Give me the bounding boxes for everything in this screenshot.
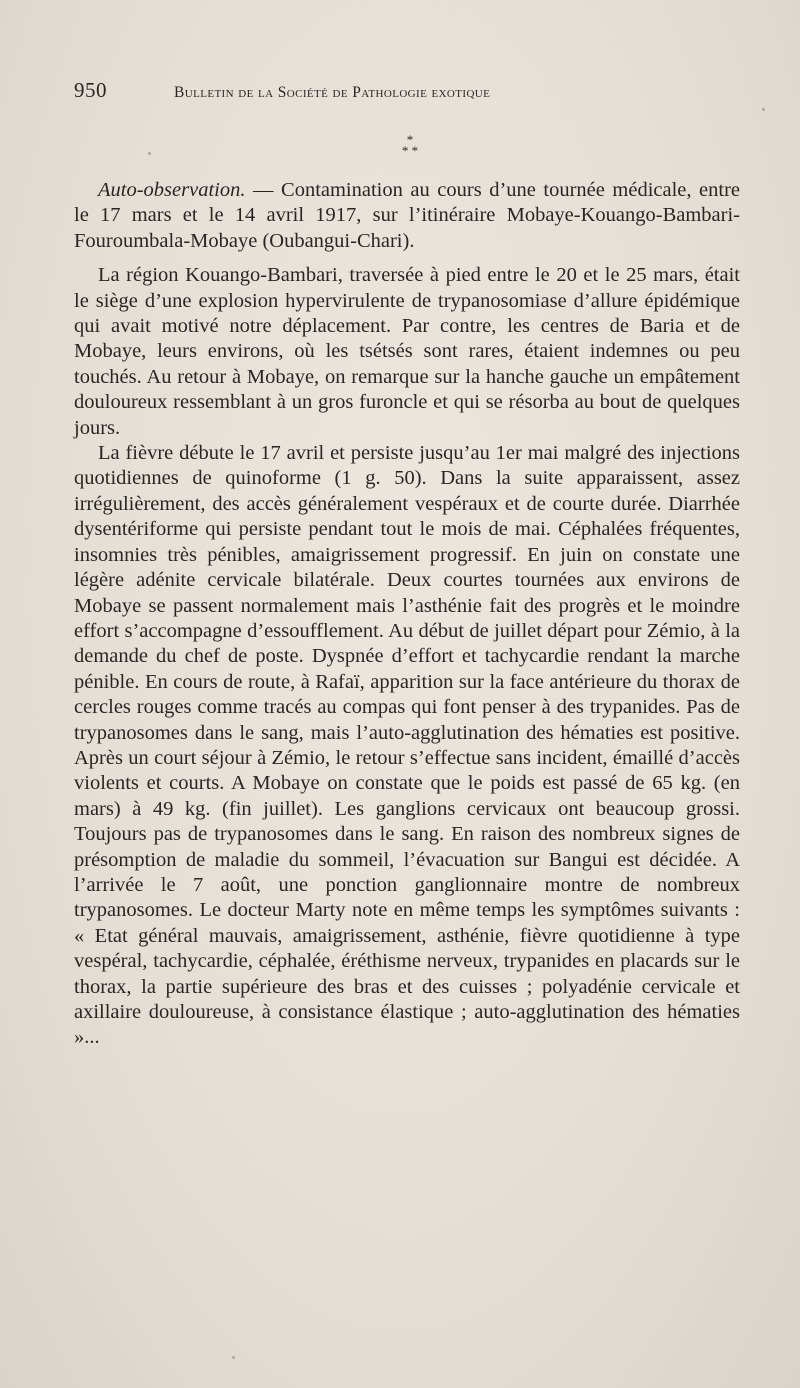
page-header [74, 78, 674, 108]
paragraph-lead: Auto-observation. [98, 179, 246, 201]
page-number: 950 [74, 78, 107, 102]
paragraph-text: La région Kouango-Bambari, traversée à pied entre le 20 et le 25 mars, était le siège d’une explosion hypervirulente de trypanosomiase d’allure épidémique qui avait motivé notre déplacement. Par contre, les centres de Baria et de Mobaye, leurs environs, où les tsétsés sont rares, étaient indemnes ou peu touchés. Au retour à Mobaye, on remarque sur la hanche gauche un empâtement douloureux ressemblant à un gros furoncle et qui se résorba au bout de quelques jours. [74, 264, 740, 439]
paragraph-auto-observation [74, 178, 740, 254]
separator-top-star: * [406, 132, 414, 147]
section-separator [390, 134, 430, 156]
paper-speck [232, 1356, 235, 1359]
separator-bottom-stars: * * [401, 143, 419, 158]
paper-speck [148, 152, 151, 155]
paragraph-kouango-bambari [74, 263, 740, 441]
paragraph-text: — Contamination au cours d’une tournée médicale, entre le 17 mars et le 14 avril 1917, sur l’itinéraire Mobaye-Kouango-Bambari-Fouroumbala-Mobaye (Oubangui-Chari). [74, 179, 740, 252]
paragraph-fever [74, 441, 740, 1051]
running-title: Bulletin de la Société de Pathologie exotique [174, 84, 491, 101]
paragraph-text: La fièvre débute le 17 avril et persiste jusqu’au 1er mai malgré des injections quotidiennes de quinoforme (1 g. 50). Dans la suite apparaissent, assez irrégulièrement, des accès généralement vespéraux et de courte durée. Diarrhée dysentériforme qui persiste pendant tout le mois de mai. Céphalées fréquentes, insomnies très pénibles, amaigrissement progressif. En juin on constate une légère adénite cervicale bilatérale. Deux courtes tournées aux environs de Mobaye se passent normalement mais l’asthénie fait des progrès et le moindre effort s’accompagne d’essoufflement. Au début de juillet départ pour Zémio, à la demande du chef de poste. Dyspnée d’effort et tachycardie rendant la marche pénible. En cours de route, à Rafaï, apparition sur la face antérieure du thorax de cercles rouges comme tracés au compas qui font penser à des trypanides. Pas de trypanosomes dans le sang, mais l’auto-agglutination des hématies est positive. Après un court séjour à Zémio, le retour s’effectue sans incident, émaillé d’accès violents et courts. A Mobaye on constate que le poids est passé de 65 kg. (en mars) à 49 kg. (fin juillet). Les ganglions cervicaux ont beaucoup grossi. Toujours pas de trypanosomes dans le sang. En raison des nombreux signes de présomption de maladie du sommeil, l’évacuation sur Bangui est décidée. A l’arrivée le 7 août, une ponction ganglionnaire montre de nombreux trypanosomes. Le docteur Marty note en même temps les symptômes suivants : « Etat général mauvais, amaigrissement, asthénie, fièvre quotidienne à type vespéral, tachycardie, céphalée, éréthisme nerveux, trypanides en placards sur le thorax, la partie supérieure des bras et des cuisses ; polyadénie cervicale et axillaire douloureuse, à consistance élastique ; auto-agglutination des hématies »... [74, 442, 740, 1049]
body-text [74, 178, 740, 1051]
paper-speck [762, 108, 765, 111]
